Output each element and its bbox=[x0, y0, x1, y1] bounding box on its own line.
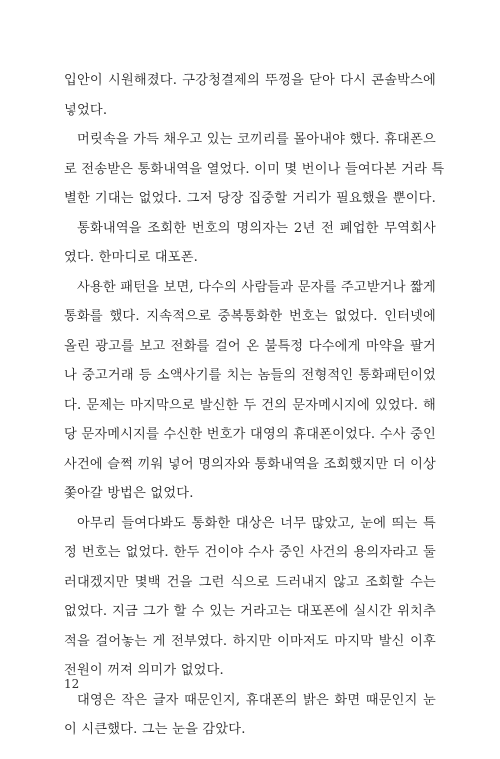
text-line: 나 중고거래 등 소액사기를 치는 놈들의 전형적인 통화패턴이었 bbox=[64, 368, 436, 383]
body-text bbox=[64, 66, 445, 745]
text-line: 로 전송받은 통화내역을 열었다. 이미 몇 번이나 들여다본 거라 특 bbox=[64, 161, 445, 177]
text-line: 사용한 패턴을 보면, 다수의 사람들과 문자를 주고받거나 짧게 bbox=[77, 279, 436, 295]
text-line: 없었다. 지금 그가 할 수 있는 거라고는 대포폰에 실시간 위치추 bbox=[64, 604, 436, 619]
text-line: 였다. 한마디로 대포폰. bbox=[64, 250, 199, 265]
text-line: 아무리 들여다봐도 통화한 대상은 너무 많았고, 눈에 띄는 특 bbox=[77, 515, 436, 531]
text-line: 통화내역을 조회한 번호의 명의자는 2년 전 폐업한 무역회사 bbox=[77, 220, 436, 236]
text-line: 머릿속을 가득 채우고 있는 코끼리를 몰아내야 했다. 휴대폰으 bbox=[77, 132, 436, 147]
text-line: 넣었다. bbox=[64, 102, 108, 118]
text-line: 이 시큰했다. 그는 눈을 감았다. bbox=[64, 722, 246, 737]
text-line: 입안이 시원해졌다. 구강청결제의 뚜껑을 닫아 다시 콘솔박스에 bbox=[64, 73, 436, 88]
text-line: 사건에 슬쩍 끼워 넣어 명의자와 통화내역을 조회했지만 더 이상 bbox=[64, 456, 436, 472]
text-line: 적을 걸어놓는 게 전부였다. 하지만 이마저도 마지막 발신 이후 bbox=[64, 633, 436, 649]
text-line: 쫓아갈 방법은 없었다. bbox=[64, 486, 194, 501]
text-line: 러대겠지만 몇백 건을 그런 식으로 드러내지 않고 조회할 수는 bbox=[64, 574, 436, 590]
text-line: 별한 기대는 없었다. 그저 당장 집중할 거리가 필요했을 뿐이다. bbox=[64, 191, 436, 206]
page-number: 12 bbox=[64, 677, 80, 691]
text-line: 통화를 했다. 지속적으로 중복통화한 번호는 없었다. 인터넷에 bbox=[64, 309, 436, 324]
text-line: 정 번호는 없었다. 한두 건이야 수사 중인 사건의 용의자라고 둘 bbox=[64, 545, 436, 560]
text-line: 당 문자메시지를 수신한 번호가 대영의 휴대폰이었다. 수사 중인 bbox=[64, 427, 436, 442]
text-line: 다. 문제는 마지막으로 발신한 두 건의 문자메시지에 있었다. 해 bbox=[64, 397, 436, 413]
text-line: 올린 광고를 보고 전화를 걸어 온 불특정 다수에게 마약을 팔거 bbox=[64, 338, 436, 354]
text-line: 대영은 작은 글자 때문인지, 휴대폰의 밝은 화면 때문인지 눈 bbox=[77, 692, 436, 708]
text-line: 전원이 꺼져 의미가 없었다. bbox=[64, 663, 224, 678]
